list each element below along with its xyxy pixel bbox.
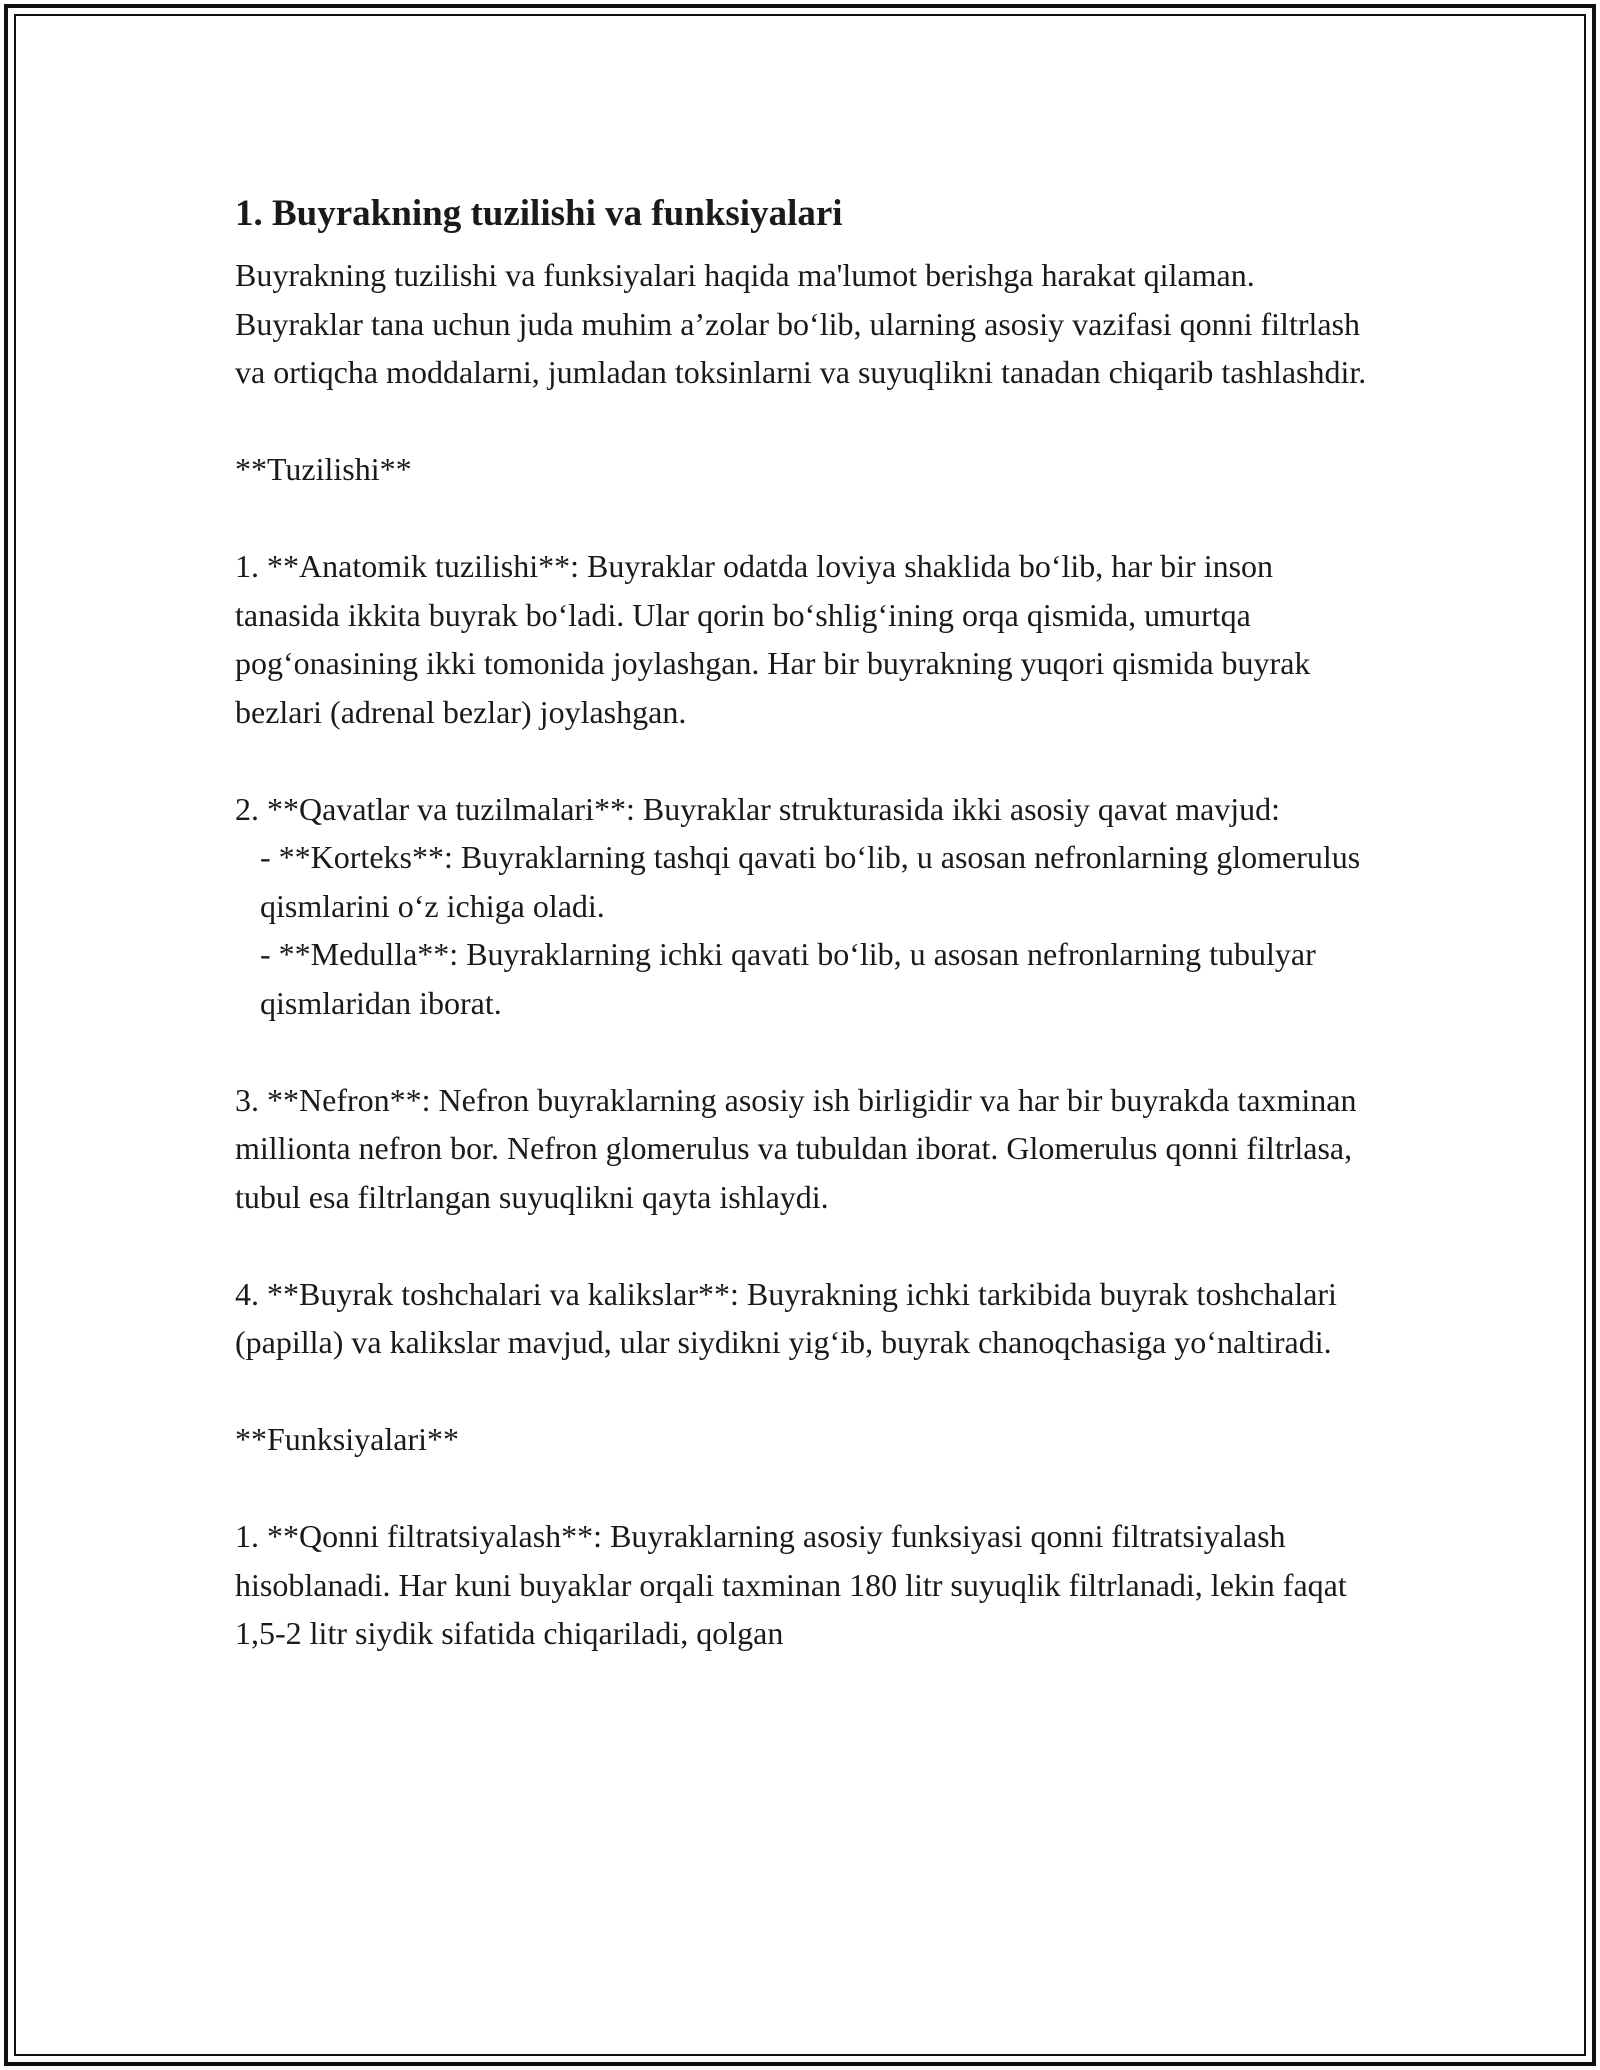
layers-sub-item-medulla — [235, 930, 1385, 1027]
structure-item-anatomy: 1. **Anatomik tuzilishi**: Buyraklar odatda loviya shaklida bo‘lib, har bir inson tanasida ikkita buyrak bo‘ladi. Ular qorin bo‘shlig‘ining orqa qismida, umurtqa pog‘onasining ikki tomonida joylashgan. Har bir buyrakning yuqori qismida buyrak bezlari (adrenal bezlar) joylashgan. — [235, 548, 1311, 730]
structure-item-nephron: 3. **Nefron**: Nefron buyraklarning asosiy ish birligidir va har bir buyrakda taxminan millionta nefron bor. Nefron glomerulus va tubuldan iborat. Glomerulus qonni filtrlasa, tubul esa filtrlangan suyuqlikni qayta ishlaydi. — [235, 1081, 1357, 1215]
layers-lead-text: 2. **Qavatlar va tuzilmalari**: Buyraklar strukturasida ikki asosiy qavat mavjud: — [235, 790, 1281, 827]
intro-paragraph: Buyrakning tuzilishi va funksiyalari haqida ma'lumot berishga harakat qilaman. Buyraklar tana uchun juda muhim a’zolar bo‘lib, ularning asosiy vazifasi qonni filtrlash va ortiqcha moddalarni, jumladan toksinlarni va suyuqlikni tanadan chiqarib tashlashdir. — [235, 257, 1367, 390]
sub-item-bullet: - — [260, 839, 279, 875]
function-item-filtration: 1. **Qonni filtratsiyalash**: Buyraklarning asosiy funksiyasi qonni filtratsiyalash hisoblanadi. Har kuni buyaklar orqali taxminan 180 litr suyuqlik filtrlanadi, lekin faqat 1,5-2 litr siydik sifatida chiqariladi, qolgan — [235, 1518, 1347, 1651]
sub-item-bullet: - — [260, 936, 279, 972]
structure-item-calyces: 4. **Buyrak toshchalari va kalikslar**: Buyrakning ichki tarkibida buyrak toshchalari (papilla) va kalikslar mavjud, ular siydikni yig‘ib, buyrak chanoqchasiga yo‘naltiradi. — [235, 1275, 1337, 1360]
layers-sub-item-cortex — [235, 833, 1385, 930]
section-title-functions: **Funksiyalari** — [235, 1421, 459, 1457]
cortex-text: **Korteks**: Buyraklarning tashqi qavati bo‘lib, u asosan nefronlarning glomerulus qismlarini o‘z ichiga oladi. — [260, 839, 1361, 924]
medulla-text: **Medulla**: Buyraklarning ichki qavati bo‘lib, u asosan nefronlarning tubulyar qismlaridan iborat. — [260, 936, 1316, 1021]
document-body — [235, 185, 1385, 1658]
structure-item-layers — [235, 785, 1385, 1028]
document-heading: 1. Buyrakning tuzilishi va funksiyalari — [235, 193, 843, 234]
section-title-structure: **Tuzilishi** — [235, 451, 412, 487]
